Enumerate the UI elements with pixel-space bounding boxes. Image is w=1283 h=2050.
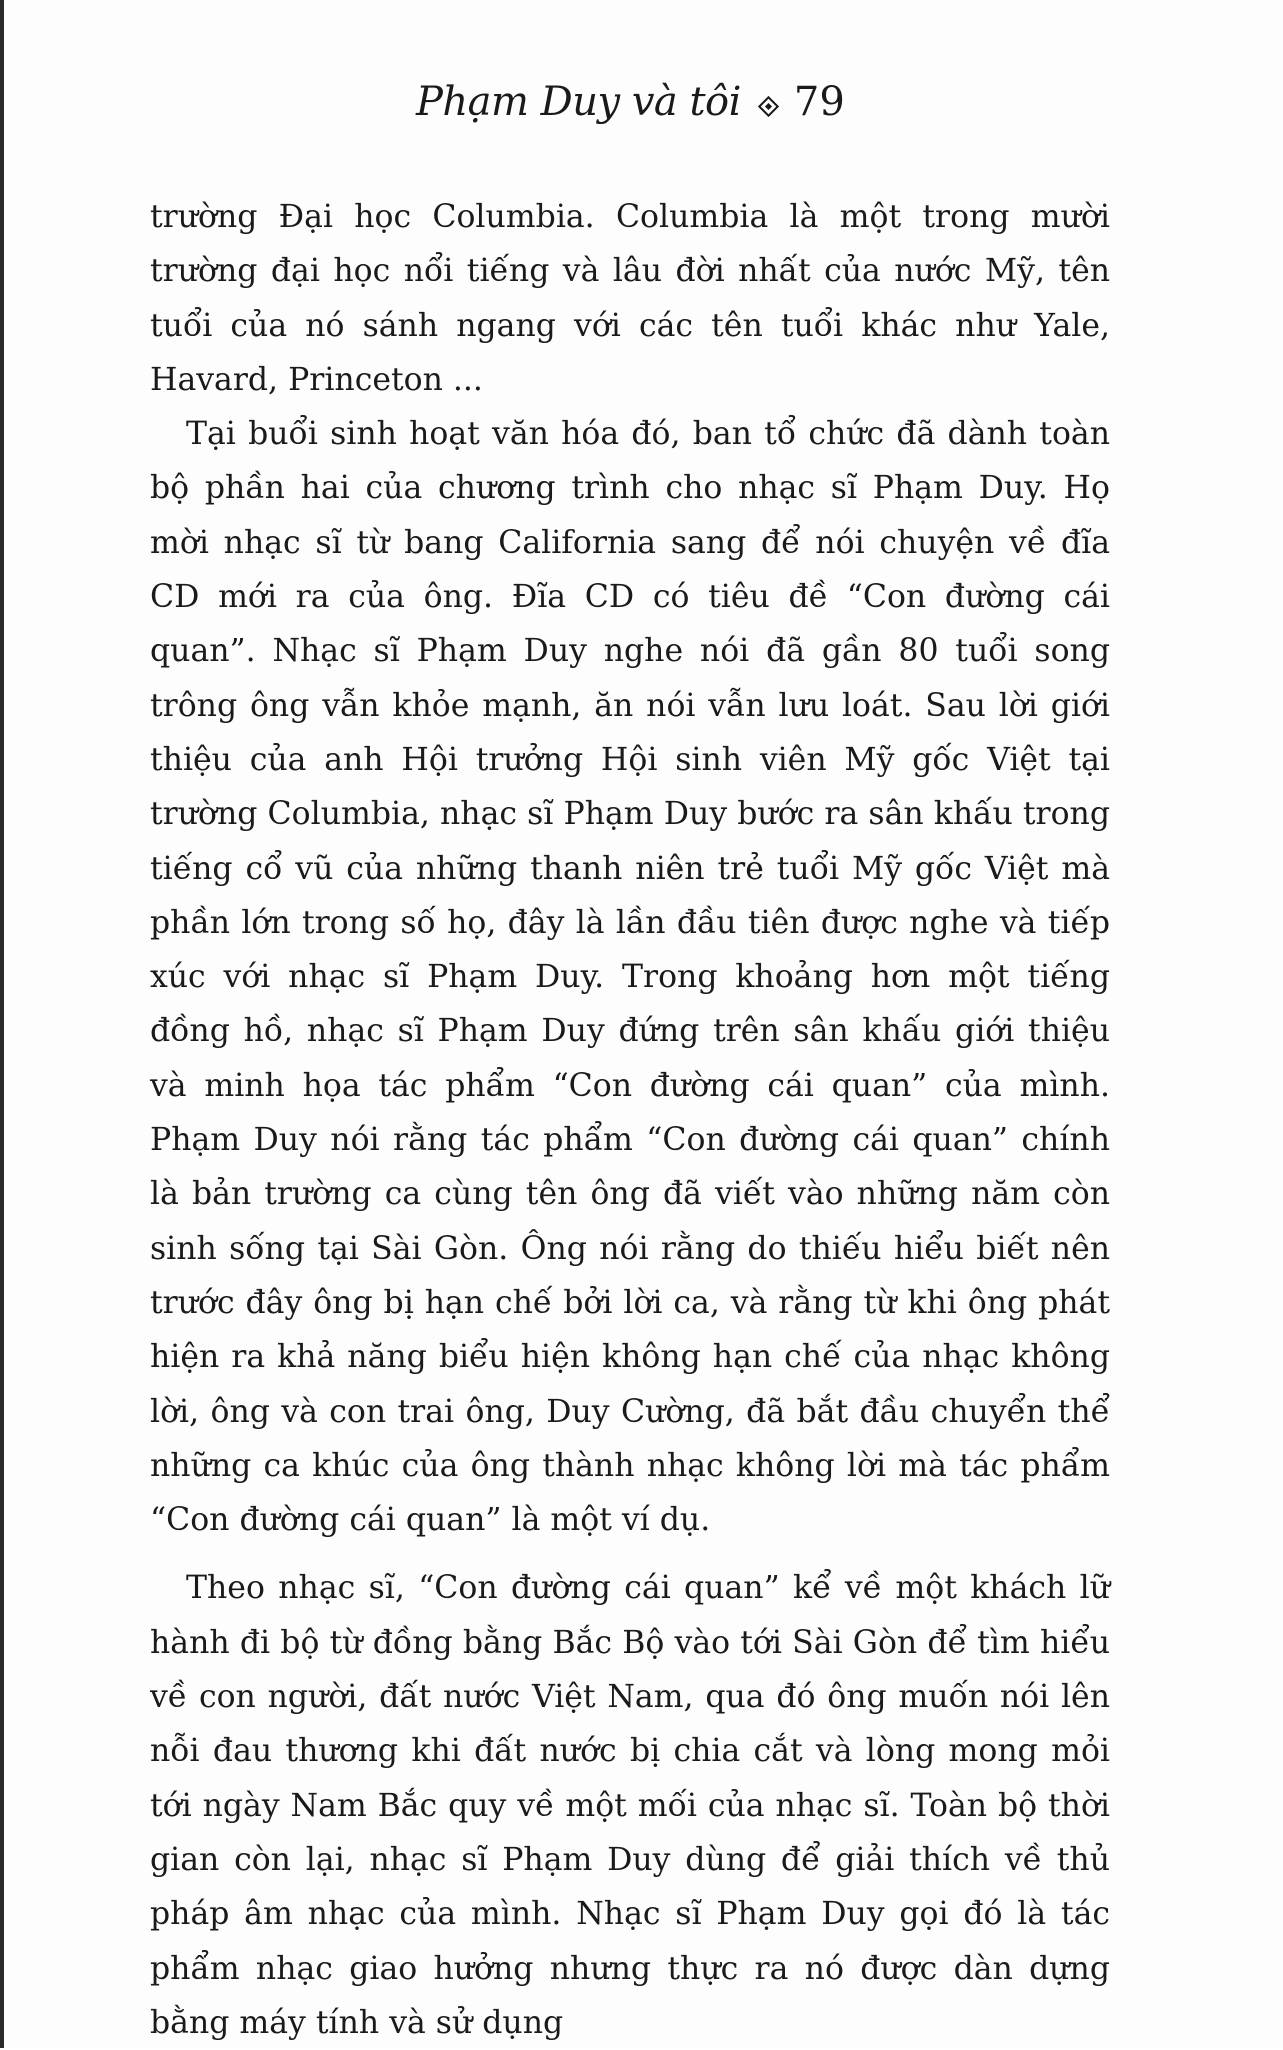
page-header [416,62,936,142]
running-title: Phạm Duy và tôi [416,79,741,125]
diamond-ornament-icon [758,95,779,116]
paragraph-3: Theo nhạc sĩ, “Con đường cái quan” kể về một khách lữ hành đi bộ từ đồng bằng Bắc Bộ vào tới Sài Gòn để tìm hiểu về con người, đất nước Việt Nam, qua đó ông muốn nói lên nỗi đau thương khi đất nước bị chia cắt và lòng mong mỏi tới ngày Nam Bắc quy về một mối của nhạc sĩ. Toàn bộ thời gian còn lại, nhạc sĩ Phạm Duy dùng để giải thích về thủ pháp âm nhạc của mình. Nhạc sĩ Phạm Duy gọi đó là tác phẩm nhạc giao hưởng nhưng thực ra nó được dàn dựng bằng máy tính và sử dụng [150,1570,1110,2041]
page-number: 79 [793,79,845,125]
page-edge-shadow [0,0,4,2048]
paragraph-2: Tại buổi sinh hoạt văn hóa đó, ban tổ chức đã dành toàn bộ phần hai của chương trình cho nhạc sĩ Phạm Duy. Họ mời nhạc sĩ từ bang California sang để nói chuyện về đĩa CD mới ra của ông. Đĩa CD có tiêu đề “Con đường cái quan”. Nhạc sĩ Phạm Duy nghe nói đã gần 80 tuổi song trông ông vẫn khỏe mạnh, ăn nói vẫn lưu loát. Sau lời giới thiệu của anh Hội trưởng Hội sinh viên Mỹ gốc Việt tại trường Columbia, nhạc sĩ Phạm Duy bước ra sân khấu trong tiếng cổ vũ của những thanh niên trẻ tuổi Mỹ gốc Việt mà phần lớn trong số họ, đây là lần đầu tiên được nghe và tiếp xúc với nhạc sĩ Phạm Duy. Trong khoảng hơn một tiếng đồng hồ, nhạc sĩ Phạm Duy đứng trên sân khấu giới thiệu và minh họa tác phẩm “Con đường cái quan” của mình. Phạm Duy nói rằng tác phẩm “Con đường cái quan” chính là bản trường ca cùng tên ông đã viết vào những năm còn sinh sống tại Sài Gòn. Ông nói rằng do thiếu hiểu biết nên trước đây ông bị hạn chế bởi lời ca, và rằng từ khi ông phát hiện ra khả năng biểu hiện không hạn chế của nhạc không lời, ông và con trai ông, Duy Cường, đã bắt đầu chuyển thể những ca khúc của ông thành nhạc không lời mà tác phẩm “Con đường cái quan” là một ví dụ. [150,416,1110,1539]
body-text [150,190,1110,2050]
paragraph-1: trường Đại học Columbia. Columbia là một trong mười trường đại học nổi tiếng và lâu đời nhất của nước Mỹ, tên tuổi của nó sánh ngang với các tên tuổi khác như Yale, Havard, Princeton ... [150,199,1110,398]
